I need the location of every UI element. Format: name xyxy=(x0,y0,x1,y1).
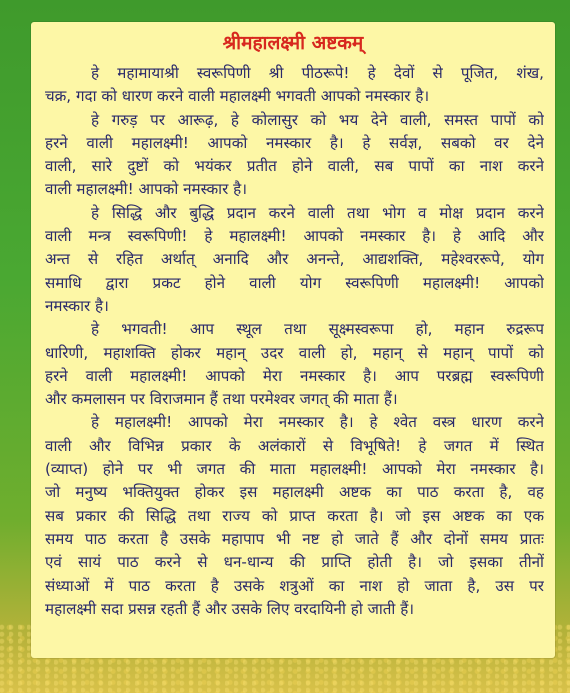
text-line: नमस्कार है। xyxy=(45,296,109,315)
text-line: हे गरुड़ पर आरूढ़, हे कोलासुर को भय देने वाली, समस्त पापों को xyxy=(91,110,544,129)
text-line: चक्र, गदा को धारण करने वाली महालक्ष्मी भगवती आपको नमस्कार है। xyxy=(45,87,430,106)
text-line: हरने वाली महालक्ष्मी! आपको नमस्कार है। हे सर्वज्ञ, सबको वर देने xyxy=(45,133,544,152)
text-line: वाली मन्त्र स्वरूपिणी! हे महालक्ष्मी! आपको नमस्कार है। हे आदि और xyxy=(45,227,544,246)
text-line: धारिणी, महाशक्ति होकर महान् उदर वाली हो, महान् से महान् पापों को xyxy=(45,343,544,362)
text-line: एवं सायं पाठ करने से धन-धान्य की प्राप्ति होती है। जो इसका तीनों xyxy=(45,553,544,572)
text-line: वाली और विभिन्न प्रकार के अलंकारों से विभूषिते! हे जगत में स्थित xyxy=(45,436,544,455)
text-line: सब प्रकार की सिद्धि तथा राज्य को प्राप्त करता है। जो इस अष्टक का एक xyxy=(45,506,544,525)
text-line: अन्त से रहित अर्थात् अनादि और अनन्ते, आद्यशक्ति, महेश्वररूपे, योग xyxy=(45,250,544,269)
text-line: वाली महालक्ष्मी! आपको नमस्कार है। xyxy=(45,180,247,199)
text-line: हे भगवती! आप स्थूल तथा सूक्ष्मस्वरूपा हो, महान रुद्ररूप xyxy=(91,320,544,339)
text-line: हे सिद्धि और बुद्धि प्रदान करने वाली तथा भोग व मोक्ष प्रदान करने xyxy=(91,203,544,222)
text-line: (व्याप्त) होने पर भी जगत की माता महालक्ष्मी! आपको मेरा नमस्कार है। xyxy=(45,460,544,479)
text-line: हरने वाली महालक्ष्मी! आपको मेरा नमस्कार है। आप परब्रह्म स्वरूपिणी xyxy=(45,366,544,385)
text-line: समाधि द्वारा प्रकट होने वाली योग स्वरूपिणी महालक्ष्मी! आपको xyxy=(45,273,544,292)
text-line: और कमलासन पर विराजमान हैं तथा परमेश्वर जगत् की माता हैं। xyxy=(45,390,398,409)
text-line: जो मनुष्य भक्तियुक्त होकर इस महालक्ष्मी अष्टक का पाठ करता है, वह xyxy=(45,483,544,502)
text-line: हे महालक्ष्मी! आपको मेरा नमस्कार है। हे श्वेत वस्त्र धारण करने xyxy=(91,413,544,432)
page-title: श्रीमहालक्ष्मी अष्टकम् xyxy=(222,32,364,54)
text-line: समय पाठ करता है उसके महापाप भी नष्ट हो जाते हैं और दोनों समय प्रातः xyxy=(45,529,544,548)
text-line: महालक्ष्मी सदा प्रसन्न रहती हैं और उसके लिए वरदायिनी हो जाती हैं। xyxy=(45,599,415,618)
text-line: संध्याओं में पाठ करता है उसके शत्रुओं का नाश हो जाता है, उस पर xyxy=(45,576,544,595)
body-text xyxy=(45,62,544,621)
text-line: हे महामायाश्री स्वरूपिणी श्री पीठरूपे! हे देवों से पूजित, शंख, xyxy=(91,64,544,82)
text-panel xyxy=(31,22,555,658)
text-line: वाली, सारे दुष्टों को भयंकर प्रतीत होने वाली, सब पापों का नाश करने xyxy=(45,157,544,176)
